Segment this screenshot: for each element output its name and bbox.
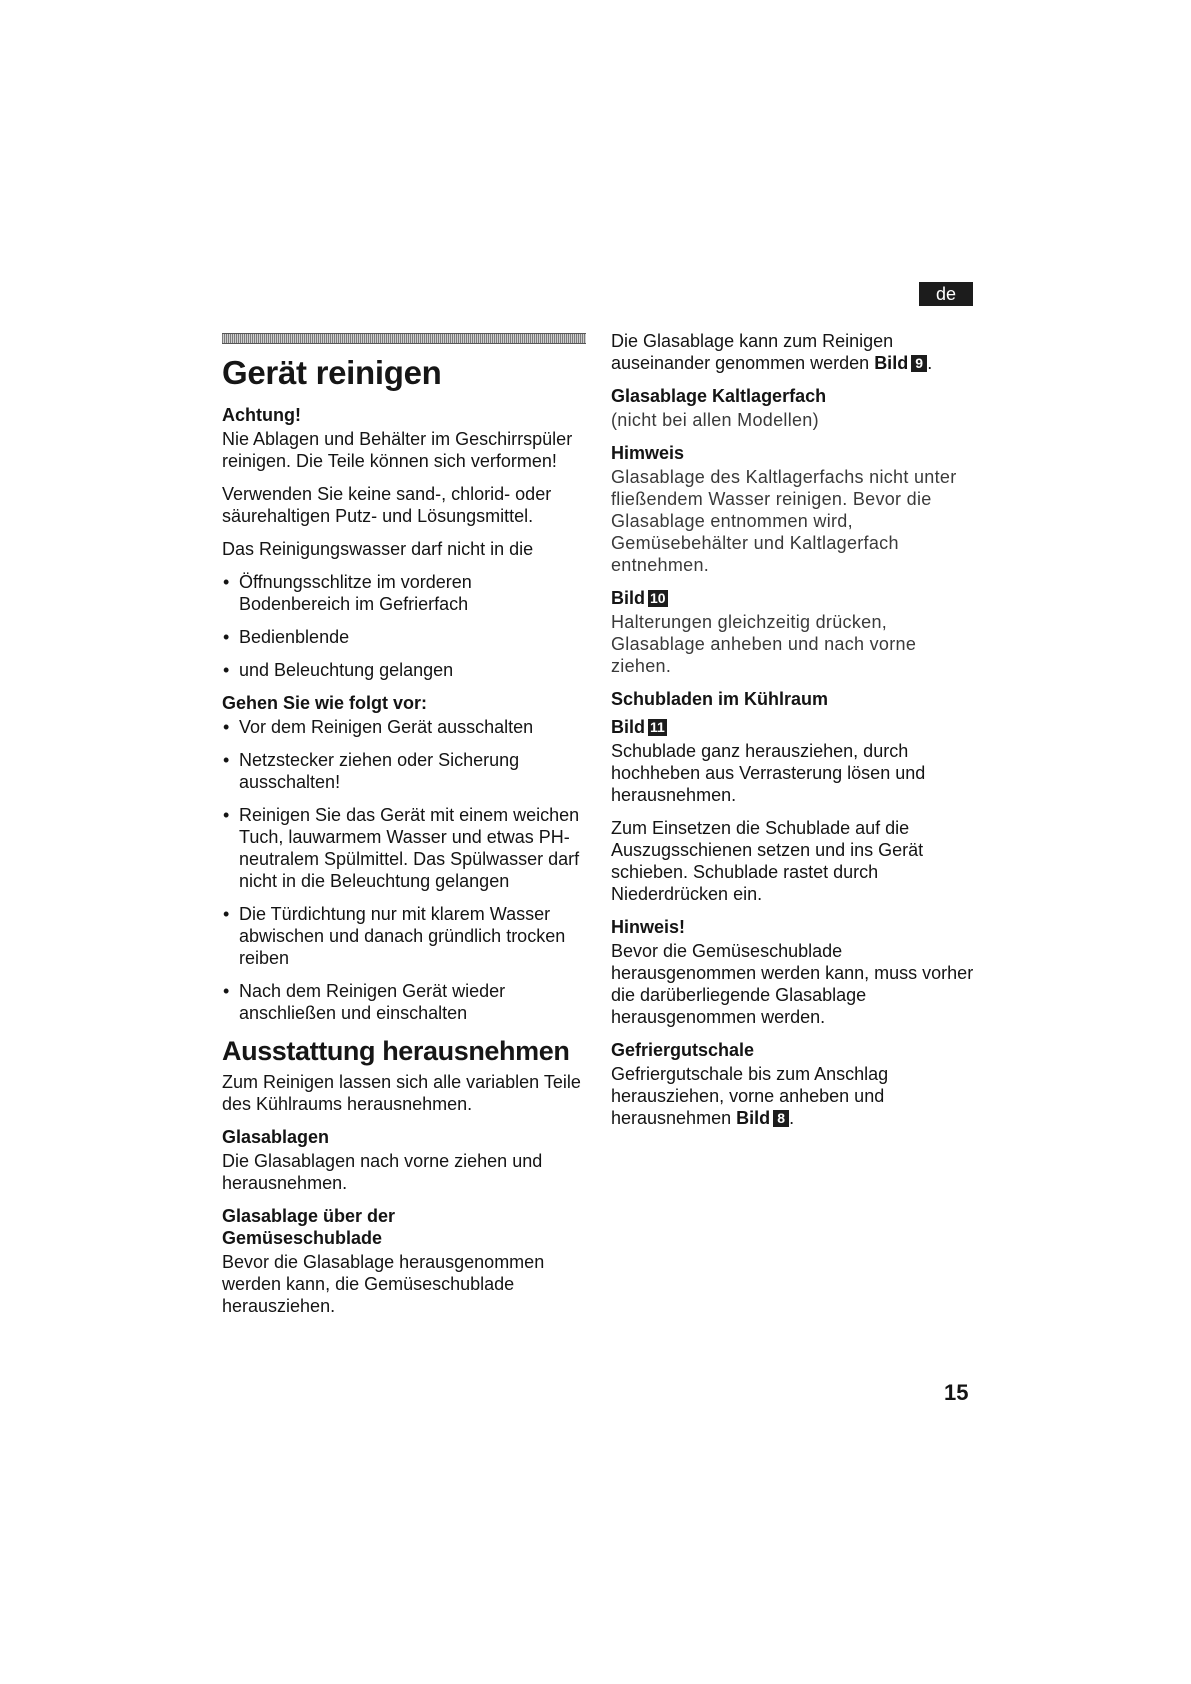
section-rule [222,333,586,344]
schubladen-heading: Schubladen im Kühlraum [611,689,829,709]
bild10-heading [611,587,981,609]
section-title-ausstattung: Ausstattung herausnehmen [222,1036,570,1066]
glasablagen-text: Die Glasablagen nach vorne ziehen und herausnehmen. [222,1151,543,1193]
list-item: • Öffnungsschlitze im vorderen Bodenbereich im Gefrierfach [222,571,586,615]
himweis-text: Glasablage des Kaltlagerfachs nicht unter fließendem Wasser reinigen. Bevor die Glasablage entnommen wird, Gemüsebehälter und Kaltlagerfach entnehmen. [611,467,957,575]
mittel-text: Verwenden Sie keine sand-, chlorid- oder säurehaltigen Putz- und Lösungsmittel. [222,484,552,526]
gefrier-period: . [789,1108,795,1128]
gemuese-heading-line1: Glasablage über der [222,1206,396,1226]
gefrier-text [611,1063,981,1129]
page-number: 15 [944,1380,969,1405]
bild-ref-label: Bild [736,1108,771,1128]
himweis-heading: Himweis [611,443,685,463]
gemuese-heading-line2: Gemüseschublade [222,1228,383,1248]
bild11-heading [611,716,981,738]
bild10-text: Halterungen gleichzeitig drücken, Glasablage anheben und nach vorne ziehen. [611,612,917,676]
hinweis-text: Bevor die Gemüseschublade herausgenommen werden kann, muss vorher die darüberliegende Glasablage herausgenommen werden. [611,941,974,1027]
figure-number-badge: 11 [650,719,665,735]
list-steps [222,716,586,1024]
figure-number-badge: 8 [773,1110,789,1127]
list-wasser [222,571,586,681]
list-item: • Vor dem Reinigen Gerät ausschalten [222,716,586,738]
list-item: • Reinigen Sie das Gerät mit einem weichen Tuch, lauwarmem Wasser und etwas PH-neutralem Spülmittel. Das Spülwasser darf nicht in die Beleuchtung gelangen [222,804,586,892]
gemuese-text: Bevor die Glasablage herausgenommen werden kann, die Gemüseschublade herausziehen. [222,1252,545,1316]
list-item: • und Beleuchtung gelangen [222,659,586,681]
list-item: • Netzstecker ziehen oder Sicherung ausschalten! [222,749,586,793]
gefrier-heading: Gefriergutschale [611,1040,755,1060]
vorgehen-heading: Gehen Sie wie folgt vor: [222,693,428,713]
ausstattung-text: Zum Reinigen lassen sich alle variablen Teile des Kühlraums herausnehmen. [222,1072,581,1114]
achtung-text: Nie Ablagen und Behälter im Geschirrspüler reinigen. Die Teile können sich verformen! [222,429,573,471]
bild-ref-label: Bild [611,588,645,608]
hinweis-heading: Hinweis! [611,917,686,937]
figure-number-badge: 10 [650,590,666,606]
intro-text: Die Glasablage kann zum Reinigen auseinander genommen werden Bild 9 . [611,331,933,373]
right-column [611,330,981,1140]
figure-number-badge: 9 [911,355,927,372]
language-badge: de [919,282,973,306]
section-title-reinigen: Gerät reinigen [222,354,442,391]
kaltlager-heading: Glasablage Kaltlagerfach [611,386,827,406]
gefrier-text-body: Gefriergutschale bis zum Anschlag herausziehen, vorne anheben und herausnehmen [611,1064,889,1128]
list-item: • Nach dem Reinigen Gerät wieder anschließen und einschalten [222,980,586,1024]
schubladen-text2: Zum Einsetzen die Schublade auf die Auszugsschienen setzen und ins Gerät schieben. Schublade rastet durch Niederdrücken ein. [611,818,924,904]
glasablagen-heading: Glasablagen [222,1127,330,1147]
left-column [222,333,586,1328]
schubladen-text1: Schublade ganz herausziehen, durch hochheben aus Verrasterung lösen und herausnehmen. [611,741,926,805]
bild-ref-label: Bild [874,353,909,373]
list-item: • Bedienblende [222,626,586,648]
wasser-text: Das Reinigungswasser darf nicht in die [222,539,534,559]
achtung-heading: Achtung! [222,405,301,425]
list-item: • Die Türdichtung nur mit klarem Wasser abwischen und danach gründlich trocken reiben [222,903,586,969]
bild-ref-label: Bild [611,717,645,737]
kaltlager-subtext: (nicht bei allen Modellen) [611,410,819,430]
intro-text-body: Die Glasablage kann zum Reinigen auseinander genommen werden [611,331,894,373]
gemuese-heading [222,1205,586,1249]
